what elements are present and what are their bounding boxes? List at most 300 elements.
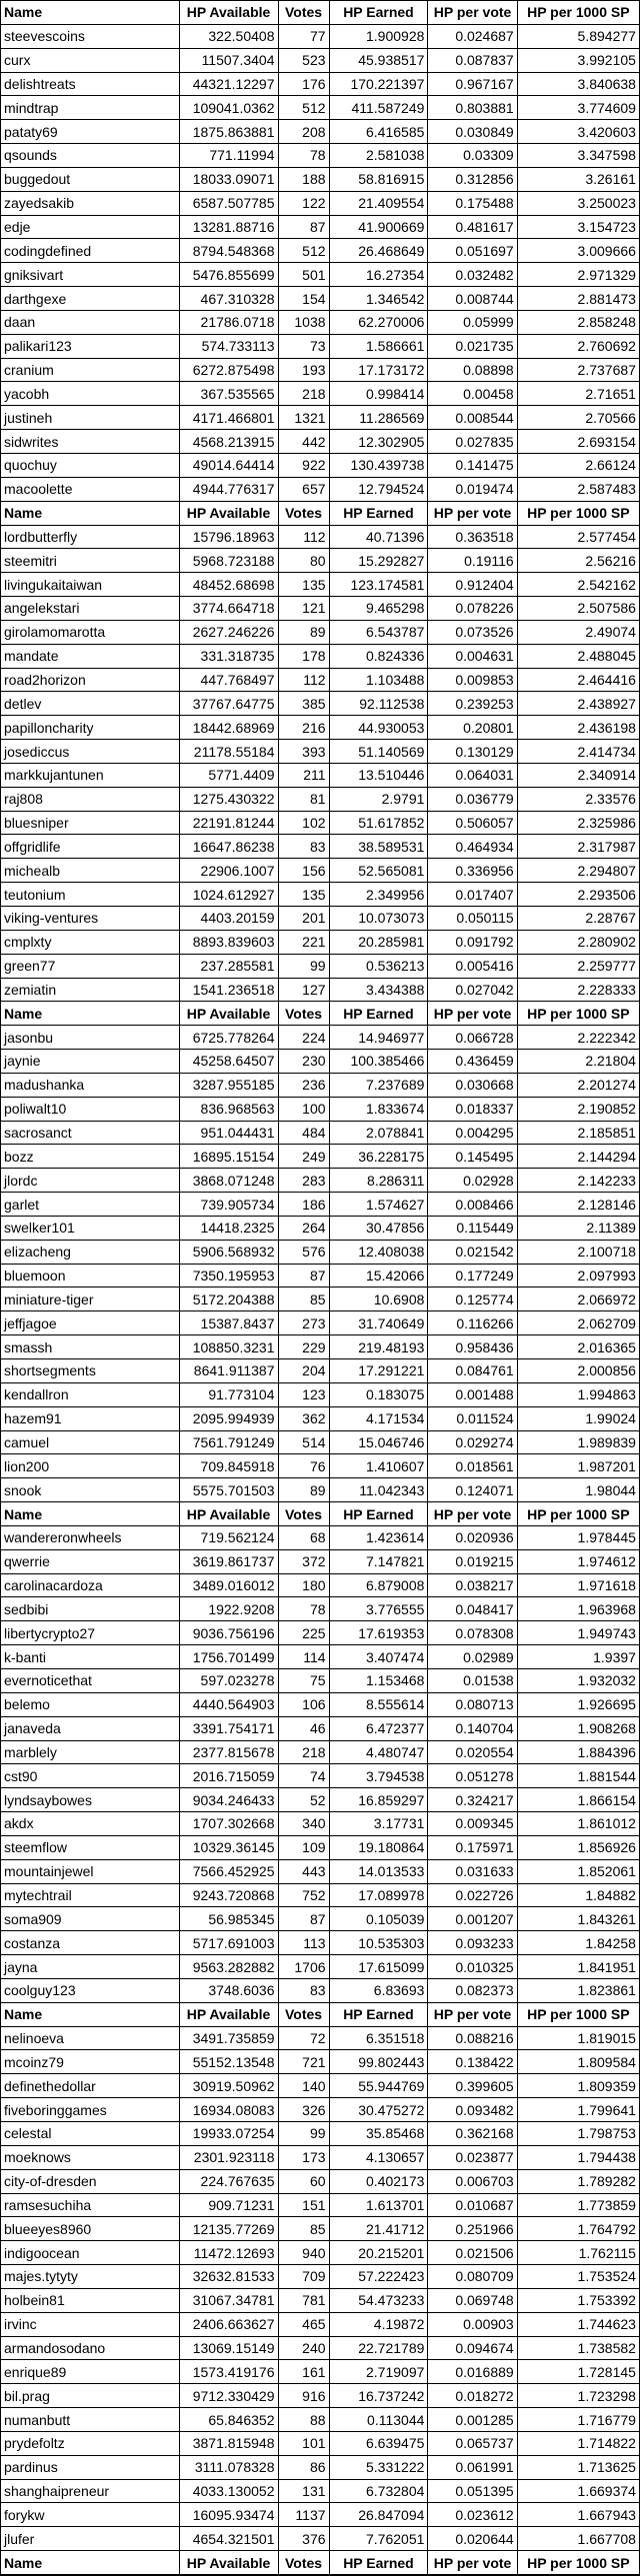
cell-hp-per-1000-sp: 5.894277	[518, 25, 639, 49]
cell-votes: 1321	[279, 406, 330, 430]
cell-hp-earned: 1.586661	[330, 335, 429, 359]
cell-hp-available: 3489.016012	[180, 1574, 279, 1598]
cell-hp-per-vote: 0.020644	[428, 2527, 517, 2551]
cell-votes: 122	[279, 192, 330, 216]
cell-hp-available: 2301.923118	[180, 2146, 279, 2170]
cell-hp-per-vote: 0.019474	[428, 478, 517, 502]
cell-hp-available: 331.318735	[180, 645, 279, 669]
cell-votes: 81	[279, 788, 330, 812]
cell-hp-per-vote: 0.029274	[428, 1431, 517, 1455]
cell-hp-per-1000-sp: 3.009666	[518, 239, 639, 263]
cell-hp-earned: 26.847094	[330, 2503, 429, 2527]
cell-name: livingukaitaiwan	[1, 573, 180, 597]
cell-name: qwerrie	[1, 1550, 180, 1574]
cell-hp-per-vote: 0.087837	[428, 49, 517, 73]
cell-hp-earned: 44.930053	[330, 716, 429, 740]
cell-votes: 78	[279, 144, 330, 168]
cell-hp-earned: 62.270006	[330, 311, 429, 335]
cell-hp-per-1000-sp: 1.723298	[518, 2384, 639, 2408]
cell-votes: 512	[279, 96, 330, 120]
cell-name: majes.tytyty	[1, 2265, 180, 2289]
cell-hp-earned: 2.581038	[330, 144, 429, 168]
cell-hp-earned: 19.180864	[330, 1836, 429, 1860]
cell-hp-earned: 22.721789	[330, 2337, 429, 2361]
cell-hp-per-vote: 0.001285	[428, 2408, 517, 2432]
cell-hp-per-1000-sp: 2.190852	[518, 1098, 639, 1122]
cell-votes: 249	[279, 1145, 330, 1169]
cell-votes: 106	[279, 1693, 330, 1717]
cell-hp-per-1000-sp: 1.841951	[518, 1955, 639, 1979]
cell-name: codingdefined	[1, 239, 180, 263]
cell-hp-available: 8794.548368	[180, 239, 279, 263]
cell-hp-available: 49014.64414	[180, 454, 279, 478]
cell-hp-per-vote: 0.030668	[428, 1074, 517, 1098]
cell-hp-earned: 15.42066	[330, 1265, 429, 1288]
cell-hp-earned: 2.719097	[330, 2360, 429, 2384]
cell-hp-available: 4944.776317	[180, 478, 279, 502]
cell-hp-available: 3619.861737	[180, 1550, 279, 1574]
cell-name: hazem91	[1, 1407, 180, 1431]
cell-hp-per-1000-sp: 2.737687	[518, 359, 639, 383]
cell-hp-per-vote: 0.19116	[428, 549, 517, 573]
cell-hp-per-vote: 0.08898	[428, 359, 517, 383]
repeated-header-hp-per-1000-sp: HP per 1000 SP	[518, 2551, 639, 2575]
cell-hp-per-vote: 0.073526	[428, 621, 517, 645]
cell-hp-available: 4033.130052	[180, 2480, 279, 2504]
cell-hp-per-vote: 0.008544	[428, 406, 517, 430]
cell-hp-earned: 6.472377	[330, 1717, 429, 1741]
cell-votes: 264	[279, 1217, 330, 1241]
cell-hp-per-1000-sp: 1.866154	[518, 1788, 639, 1812]
repeated-header-hp-per-vote: HP per vote	[428, 2003, 517, 2027]
cell-hp-per-vote: 0.008466	[428, 1193, 517, 1217]
cell-name: delishtreats	[1, 73, 180, 97]
cell-hp-earned: 7.147821	[330, 1550, 429, 1574]
repeated-header-name: Name	[1, 2003, 180, 2027]
cell-hp-available: 6272.875498	[180, 359, 279, 383]
cell-hp-per-1000-sp: 2.228333	[518, 979, 639, 1003]
cell-hp-available: 224.767635	[180, 2170, 279, 2194]
cell-votes: 131	[279, 2480, 330, 2504]
cell-hp-per-vote: 0.020554	[428, 1741, 517, 1765]
cell-hp-per-vote: 0.251966	[428, 2217, 517, 2241]
cell-hp-earned: 0.536213	[330, 955, 429, 979]
cell-hp-available: 4654.321501	[180, 2527, 279, 2551]
cell-hp-per-1000-sp: 1.669374	[518, 2480, 639, 2504]
repeated-header-hp-available: HP Available	[180, 502, 279, 526]
cell-hp-earned: 16.27354	[330, 263, 429, 287]
cell-hp-earned: 92.112538	[330, 692, 429, 716]
cell-hp-per-1000-sp: 1.819015	[518, 2027, 639, 2051]
cell-votes: 385	[279, 692, 330, 716]
cell-name: moeknows	[1, 2146, 180, 2170]
cell-name: swelker101	[1, 1217, 180, 1241]
cell-hp-earned: 99.802443	[330, 2050, 429, 2074]
cell-hp-available: 44321.12297	[180, 73, 279, 97]
cell-hp-available: 3287.955185	[180, 1074, 279, 1098]
cell-votes: 76	[279, 1454, 330, 1478]
cell-hp-per-1000-sp: 2.016365	[518, 1335, 639, 1359]
cell-hp-per-1000-sp: 1.753392	[518, 2289, 639, 2313]
cell-hp-available: 65.846352	[180, 2408, 279, 2432]
cell-name: teutonium	[1, 883, 180, 907]
cell-hp-per-vote: 0.03309	[428, 144, 517, 168]
cell-hp-per-vote: 0.036779	[428, 788, 517, 812]
cell-votes: 151	[279, 2194, 330, 2218]
cell-votes: 229	[279, 1335, 330, 1359]
cell-hp-per-1000-sp: 1.861012	[518, 1812, 639, 1836]
cell-hp-available: 16934.08083	[180, 2098, 279, 2122]
cell-votes: 916	[279, 2384, 330, 2408]
cell-hp-available: 3491.735859	[180, 2027, 279, 2051]
cell-name: irvinc	[1, 2313, 180, 2337]
cell-hp-per-vote: 0.021542	[428, 1241, 517, 1265]
column-header-hp-per-vote: HP per vote	[428, 1, 517, 25]
cell-votes: 1706	[279, 1955, 330, 1979]
cell-votes: 52	[279, 1788, 330, 1812]
cell-hp-available: 30919.50962	[180, 2074, 279, 2098]
cell-hp-earned: 12.794524	[330, 478, 429, 502]
cell-name: mcoinz79	[1, 2050, 180, 2074]
cell-hp-per-vote: 0.088216	[428, 2027, 517, 2051]
cell-hp-available: 13281.88716	[180, 216, 279, 240]
cell-hp-available: 16647.86238	[180, 835, 279, 859]
cell-hp-available: 56.985345	[180, 1907, 279, 1931]
cell-name: lordbutterfly	[1, 526, 180, 550]
cell-votes: 99	[279, 955, 330, 979]
repeated-header-hp-available: HP Available	[180, 2003, 279, 2027]
repeated-header-hp-earned: HP Earned	[330, 1002, 429, 1026]
cell-hp-per-1000-sp: 2.542162	[518, 573, 639, 597]
cell-hp-per-1000-sp: 2.142233	[518, 1169, 639, 1193]
cell-hp-available: 2627.246226	[180, 621, 279, 645]
cell-votes: 721	[279, 2050, 330, 2074]
cell-votes: 218	[279, 1741, 330, 1765]
cell-hp-earned: 17.089978	[330, 1884, 429, 1908]
cell-hp-available: 8641.911387	[180, 1359, 279, 1383]
cell-votes: 523	[279, 49, 330, 73]
cell-hp-per-vote: 0.481617	[428, 216, 517, 240]
cell-hp-per-vote: 0.010325	[428, 1955, 517, 1979]
cell-name: road2horizon	[1, 669, 180, 693]
cell-hp-available: 467.310328	[180, 287, 279, 311]
cell-hp-earned: 30.47856	[330, 1217, 429, 1241]
cell-hp-earned: 1.410607	[330, 1454, 429, 1478]
cell-name: girolamomarotta	[1, 621, 180, 645]
cell-hp-per-1000-sp: 1.987201	[518, 1454, 639, 1478]
cell-votes: 224	[279, 1026, 330, 1050]
cell-hp-earned: 6.639475	[330, 2432, 429, 2456]
cell-hp-earned: 0.402173	[330, 2170, 429, 2194]
cell-name: green77	[1, 955, 180, 979]
cell-name: pataty69	[1, 120, 180, 144]
cell-name: detlev	[1, 692, 180, 716]
cell-votes: 484	[279, 1122, 330, 1146]
cell-hp-available: 7561.791249	[180, 1431, 279, 1455]
cell-hp-available: 7350.195953	[180, 1265, 279, 1288]
cell-hp-per-vote: 0.145495	[428, 1145, 517, 1169]
cell-name: cranium	[1, 359, 180, 383]
cell-name: offgridlife	[1, 835, 180, 859]
cell-name: gniksivart	[1, 263, 180, 287]
cell-votes: 188	[279, 168, 330, 192]
cell-hp-available: 3774.664718	[180, 597, 279, 621]
cell-hp-per-vote: 0.018561	[428, 1454, 517, 1478]
cell-hp-per-1000-sp: 1.971618	[518, 1574, 639, 1598]
cell-votes: 283	[279, 1169, 330, 1193]
cell-name: definethedollar	[1, 2074, 180, 2098]
cell-hp-earned: 411.587249	[330, 96, 429, 120]
cell-hp-earned: 13.510446	[330, 764, 429, 788]
cell-hp-per-1000-sp: 2.507586	[518, 597, 639, 621]
cell-hp-per-vote: 0.031633	[428, 1860, 517, 1884]
cell-hp-earned: 0.105039	[330, 1907, 429, 1931]
cell-votes: 709	[279, 2265, 330, 2289]
cell-hp-per-1000-sp: 1.994863	[518, 1383, 639, 1407]
cell-hp-per-vote: 0.020936	[428, 1526, 517, 1550]
cell-hp-per-vote: 0.958436	[428, 1335, 517, 1359]
cell-hp-earned: 30.475272	[330, 2098, 429, 2122]
cell-votes: 114	[279, 1645, 330, 1669]
cell-hp-per-1000-sp: 1.852061	[518, 1860, 639, 1884]
cell-hp-per-vote: 0.023612	[428, 2503, 517, 2527]
repeated-header-hp-available: HP Available	[180, 2551, 279, 2575]
cell-votes: 135	[279, 573, 330, 597]
cell-hp-per-vote: 0.018337	[428, 1098, 517, 1122]
cell-hp-earned: 0.113044	[330, 2408, 429, 2432]
repeated-header-votes: Votes	[279, 1502, 330, 1526]
cell-votes: 326	[279, 2098, 330, 2122]
cell-name: mindtrap	[1, 96, 180, 120]
cell-hp-earned: 12.408038	[330, 1241, 429, 1265]
cell-hp-earned: 219.48193	[330, 1335, 429, 1359]
cell-hp-earned: 3.434388	[330, 979, 429, 1003]
cell-hp-per-vote: 0.506057	[428, 812, 517, 836]
cell-hp-earned: 31.740649	[330, 1311, 429, 1335]
cell-hp-per-1000-sp: 2.438927	[518, 692, 639, 716]
cell-hp-earned: 6.416585	[330, 120, 429, 144]
cell-name: zemiatin	[1, 979, 180, 1003]
cell-name: nelinoeva	[1, 2027, 180, 2051]
cell-votes: 221	[279, 931, 330, 955]
cell-hp-earned: 17.291221	[330, 1359, 429, 1383]
cell-hp-per-vote: 0.009853	[428, 669, 517, 693]
cell-hp-per-1000-sp: 3.420603	[518, 120, 639, 144]
cell-hp-per-vote: 0.030849	[428, 120, 517, 144]
cell-hp-per-vote: 0.078308	[428, 1621, 517, 1645]
cell-votes: 201	[279, 907, 330, 931]
cell-hp-earned: 0.998414	[330, 382, 429, 406]
cell-hp-per-vote: 0.02928	[428, 1169, 517, 1193]
cell-hp-per-vote: 0.017407	[428, 883, 517, 907]
cell-hp-per-vote: 0.324217	[428, 1788, 517, 1812]
cell-votes: 121	[279, 597, 330, 621]
cell-hp-per-1000-sp: 2.21804	[518, 1050, 639, 1074]
cell-hp-per-1000-sp: 2.293506	[518, 883, 639, 907]
cell-votes: 211	[279, 764, 330, 788]
cell-hp-per-1000-sp: 1.764792	[518, 2217, 639, 2241]
cell-name: yacobh	[1, 382, 180, 406]
cell-name: pardinus	[1, 2456, 180, 2480]
cell-hp-earned: 1.574627	[330, 1193, 429, 1217]
cell-name: miniature-tiger	[1, 1288, 180, 1311]
cell-hp-earned: 58.816915	[330, 168, 429, 192]
cell-name: sidwrites	[1, 430, 180, 454]
cell-votes: 273	[279, 1311, 330, 1335]
cell-name: palikari123	[1, 335, 180, 359]
cell-votes: 178	[279, 645, 330, 669]
cell-votes: 89	[279, 621, 330, 645]
cell-name: daan	[1, 311, 180, 335]
repeated-header-hp-per-vote: HP per vote	[428, 502, 517, 526]
cell-hp-available: 6587.507785	[180, 192, 279, 216]
cell-hp-earned: 35.85468	[330, 2122, 429, 2146]
cell-hp-available: 5575.701503	[180, 1478, 279, 1502]
cell-hp-per-vote: 0.011524	[428, 1407, 517, 1431]
cell-hp-per-1000-sp: 1.809359	[518, 2074, 639, 2098]
cell-hp-available: 9563.282882	[180, 1955, 279, 1979]
cell-hp-per-1000-sp: 1.989839	[518, 1431, 639, 1455]
cell-hp-per-vote: 0.093482	[428, 2098, 517, 2122]
cell-hp-per-1000-sp: 1.949743	[518, 1621, 639, 1645]
cell-hp-per-vote: 0.177249	[428, 1265, 517, 1288]
cell-hp-earned: 6.732804	[330, 2480, 429, 2504]
cell-hp-per-1000-sp: 1.798753	[518, 2122, 639, 2146]
cell-hp-per-1000-sp: 2.760692	[518, 335, 639, 359]
cell-name: marblely	[1, 1741, 180, 1765]
cell-votes: 501	[279, 263, 330, 287]
cell-hp-per-vote: 0.050115	[428, 907, 517, 931]
cell-votes: 77	[279, 25, 330, 49]
repeated-header-hp-earned: HP Earned	[330, 2003, 429, 2027]
cell-hp-per-vote: 0.004295	[428, 1122, 517, 1146]
cell-hp-available: 4568.213915	[180, 430, 279, 454]
cell-hp-earned: 14.946977	[330, 1026, 429, 1050]
cell-votes: 161	[279, 2360, 330, 2384]
cell-hp-earned: 20.285981	[330, 931, 429, 955]
cell-hp-available: 597.023278	[180, 1669, 279, 1693]
cell-votes: 140	[279, 2074, 330, 2098]
cell-hp-available: 109041.0362	[180, 96, 279, 120]
cell-hp-per-1000-sp: 2.71651	[518, 382, 639, 406]
cell-name: sedbibi	[1, 1597, 180, 1621]
cell-hp-per-vote: 0.010687	[428, 2194, 517, 2218]
cell-hp-per-1000-sp: 3.774609	[518, 96, 639, 120]
cell-hp-per-1000-sp: 1.9397	[518, 1645, 639, 1669]
cell-hp-earned: 9.465298	[330, 597, 429, 621]
cell-hp-per-vote: 0.130129	[428, 740, 517, 764]
cell-hp-per-vote: 0.091792	[428, 931, 517, 955]
cell-hp-earned: 10.6908	[330, 1288, 429, 1311]
cell-hp-per-1000-sp: 1.716779	[518, 2408, 639, 2432]
column-header-hp-per-1000-sp: HP per 1000 SP	[518, 1, 639, 25]
cell-hp-per-vote: 0.024687	[428, 25, 517, 49]
cell-hp-available: 909.71231	[180, 2194, 279, 2218]
cell-hp-available: 322.50408	[180, 25, 279, 49]
cell-hp-earned: 51.617852	[330, 812, 429, 836]
cell-hp-earned: 3.776555	[330, 1597, 429, 1621]
cell-votes: 1137	[279, 2503, 330, 2527]
cell-name: smassh	[1, 1335, 180, 1359]
cell-votes: 240	[279, 2337, 330, 2361]
cell-votes: 781	[279, 2289, 330, 2313]
cell-votes: 393	[279, 740, 330, 764]
cell-hp-per-1000-sp: 2.49074	[518, 621, 639, 645]
cell-hp-available: 1756.701499	[180, 1645, 279, 1669]
cell-hp-per-vote: 0.069748	[428, 2289, 517, 2313]
repeated-header-votes: Votes	[279, 502, 330, 526]
cell-hp-earned: 8.286311	[330, 1169, 429, 1193]
cell-hp-earned: 38.589531	[330, 835, 429, 859]
cell-votes: 85	[279, 1288, 330, 1311]
cell-votes: 514	[279, 1431, 330, 1455]
cell-hp-earned: 1.103488	[330, 669, 429, 693]
cell-hp-available: 574.733113	[180, 335, 279, 359]
cell-hp-per-vote: 0.009345	[428, 1812, 517, 1836]
cell-votes: 156	[279, 859, 330, 883]
cell-hp-earned: 1.613701	[330, 2194, 429, 2218]
cell-hp-earned: 16.859297	[330, 1788, 429, 1812]
cell-hp-per-vote: 0.027835	[428, 430, 517, 454]
cell-hp-earned: 2.349956	[330, 883, 429, 907]
cell-name: lion200	[1, 1454, 180, 1478]
cell-hp-per-1000-sp: 2.062709	[518, 1311, 639, 1335]
cell-hp-available: 1541.236518	[180, 979, 279, 1003]
cell-hp-available: 18442.68969	[180, 716, 279, 740]
cell-hp-per-1000-sp: 1.932032	[518, 1669, 639, 1693]
repeated-header-hp-per-1000-sp: HP per 1000 SP	[518, 1502, 639, 1526]
cell-hp-available: 5968.723188	[180, 549, 279, 573]
cell-name: justineh	[1, 406, 180, 430]
cell-hp-earned: 12.302905	[330, 430, 429, 454]
cell-hp-per-vote: 0.175971	[428, 1836, 517, 1860]
repeated-header-hp-available: HP Available	[180, 1502, 279, 1526]
cell-hp-per-vote: 0.051278	[428, 1764, 517, 1788]
cell-hp-per-vote: 0.021506	[428, 2241, 517, 2265]
cell-name: bluesniper	[1, 812, 180, 836]
cell-hp-available: 4440.564903	[180, 1693, 279, 1717]
cell-hp-earned: 14.013533	[330, 1860, 429, 1884]
cell-hp-per-vote: 0.140704	[428, 1717, 517, 1741]
cell-hp-per-1000-sp: 2.11389	[518, 1217, 639, 1241]
cell-name: janaveda	[1, 1717, 180, 1741]
cell-hp-available: 108850.3231	[180, 1335, 279, 1359]
cell-votes: 87	[279, 216, 330, 240]
cell-hp-available: 19933.07254	[180, 2122, 279, 2146]
cell-hp-per-vote: 0.021735	[428, 335, 517, 359]
cell-name: prydefoltz	[1, 2432, 180, 2456]
cell-hp-per-vote: 0.01538	[428, 1669, 517, 1693]
cell-hp-available: 9243.720868	[180, 1884, 279, 1908]
cell-votes: 60	[279, 2170, 330, 2194]
repeated-header-hp-per-vote: HP per vote	[428, 1002, 517, 1026]
cell-hp-available: 951.044431	[180, 1122, 279, 1146]
cell-name: bozz	[1, 1145, 180, 1169]
repeated-header-name: Name	[1, 1502, 180, 1526]
cell-votes: 225	[279, 1621, 330, 1645]
cell-hp-per-1000-sp: 1.884396	[518, 1741, 639, 1765]
cell-hp-earned: 7.762051	[330, 2527, 429, 2551]
cell-hp-earned: 4.19872	[330, 2313, 429, 2337]
cell-hp-per-1000-sp: 2.28767	[518, 907, 639, 931]
cell-hp-available: 1275.430322	[180, 788, 279, 812]
repeated-header-votes: Votes	[279, 2003, 330, 2027]
cell-hp-earned: 20.215201	[330, 2241, 429, 2265]
cell-hp-per-vote: 0.116266	[428, 1311, 517, 1335]
cell-hp-earned: 45.938517	[330, 49, 429, 73]
cell-hp-available: 3391.754171	[180, 1717, 279, 1741]
cell-hp-available: 32632.81533	[180, 2265, 279, 2289]
